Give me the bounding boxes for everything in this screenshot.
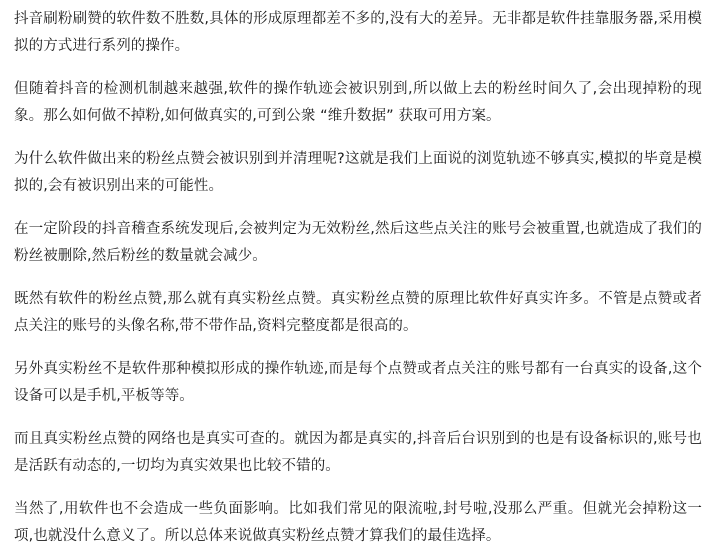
paragraph: 另外真实粉丝不是软件那种模拟形成的操作轨迹,而是每个点赞或者点关注的账号都有一台真实的设备,这个设备可以是手机,平板等等。 [14, 361, 702, 404]
paragraph: 抖音刷粉刷赞的软件数不胜数,具体的形成原理都差不多的,没有大的差异。无非都是软件挂靠服务器,采用模拟的方式进行系列的操作。 [14, 11, 702, 54]
paragraph: 当然了,用软件也不会造成一些负面影响。比如我们常见的限流啦,封号啦,没那么严重。但就光会掉粉这一项,也就没什么意义了。所以总体来说做真实粉丝点赞才算我们的最佳选择。 [14, 501, 702, 544]
paragraph: 而且真实粉丝点赞的网络也是真实可查的。就因为都是真实的,抖音后台识别到的也是有设备标识的,账号也是活跃有动态的,一切均为真实效果也比较不错的。 [14, 431, 702, 474]
paragraph: 在一定阶段的抖音稽查系统发现后,会被判定为无效粉丝,然后这些点关注的账号会被重置,也就造成了我们的粉丝被删除,然后粉丝的数量就会减少。 [14, 221, 702, 264]
paragraph: 但随着抖音的检测机制越来越强,软件的操作轨迹会被识别到,所以做上去的粉丝时间久了,会出现掉粉的现象。那么如何做不掉粉,如何做真实的,可到公衆 “维升数据” 获取可用方案。 [14, 81, 702, 124]
paragraph: 为什么软件做出来的粉丝点赞会被识别到并清理呢?这就是我们上面说的浏览轨迹不够真实,模拟的毕竟是模拟的,会有被识别出来的可能性。 [14, 151, 702, 194]
paragraph: 既然有软件的粉丝点赞,那么就有真实粉丝点赞。真实粉丝点赞的原理比软件好真实许多。不管是点赞或者点关注的账号的头像名称,带不带作品,资料完整度都是很高的。 [14, 291, 702, 334]
